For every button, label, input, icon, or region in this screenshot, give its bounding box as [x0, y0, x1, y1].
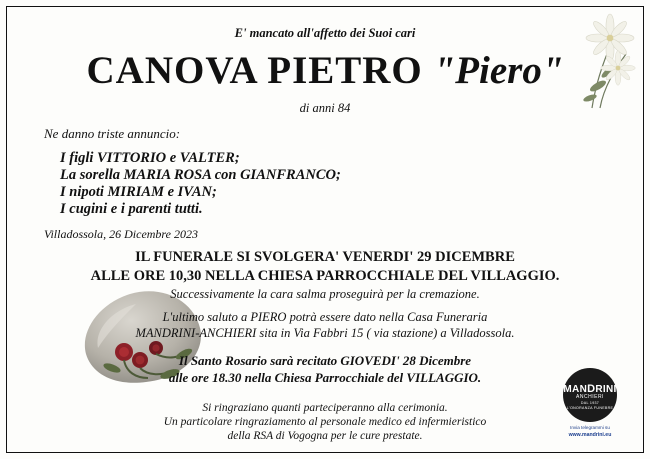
logo-brand-rest: RINI [595, 384, 617, 395]
deceased-name [0, 48, 650, 93]
logo-line-4: L'ONORANZA FUNEBRE [566, 406, 614, 410]
list-item: La sorella MARIA ROSA con GIANFRANCO; [60, 167, 341, 183]
logo-brand-main: MAN [563, 384, 588, 395]
thanks-line-2: Un particolare ringraziamento al personale medico ed infermieristico [163, 416, 487, 428]
website-link[interactable]: www.mandrini.eu [568, 431, 612, 438]
telegram-caption: Invia telegrammi su [570, 425, 610, 430]
cremation-note: Successivamente la cara salma proseguirà per la cremazione. [170, 287, 480, 301]
deceased-nickname: "Piero" [433, 49, 564, 92]
farewell-line-1: L'ultimo saluto a PIERO potrà essere dato nella Casa Funeraria [162, 310, 488, 324]
funeral-line-1: IL FUNERALE SI SVOLGERA' VENERDI' 29 DICEMBRE [135, 249, 515, 265]
logo-line-3: DAL 1937 [580, 401, 600, 405]
funeral-line-2: ALLE ORE 10,30 NELLA CHIESA PARROCCHIALE DEL VILLAGGIO. [90, 268, 560, 284]
logo-line-2: ANCHIERI [576, 394, 604, 400]
age-line: di anni 84 [299, 101, 351, 115]
funeral-details [0, 248, 650, 286]
list-item: I figli VITTORIO e VALTER; [60, 150, 240, 166]
list-item: I nipoti MIRIAM e IVAN; [60, 184, 217, 200]
farewell-details [0, 309, 650, 341]
funeral-home-logo [552, 368, 628, 444]
thanks-line-1: Si ringraziano quanti parteciperanno alla cerimonia. [202, 402, 448, 414]
logo-badge [563, 368, 617, 422]
logo-brand-accent: D [587, 383, 596, 395]
farewell-line-2: MANDRINI-ANCHIERI sita in Via Fabbri 15 ( via stazione) a Villadossola. [135, 326, 515, 340]
rosary-line-1: Il Santo Rosario sarà recitato GIOVEDI' 28 Dicembre [178, 353, 472, 368]
deceased-fullname: CANOVA PIETRO [86, 49, 423, 92]
announcement-line: Ne danno triste annuncio: [44, 126, 181, 141]
intro-line: E' mancato all'affetto dei Suoi cari [234, 26, 416, 40]
thanks-line-3: della RSA di Vogogna per le cure prestate. [227, 430, 423, 442]
list-item: I cugini e i parenti tutti. [60, 201, 203, 217]
rosary-line-2: alle ore 18.30 nella Chiesa Parrocchiale del VILLAGGIO. [168, 370, 482, 385]
logo-caption [552, 425, 628, 439]
place-and-date: Villadossola, 26 Dicembre 2023 [44, 227, 198, 241]
relatives-list [60, 150, 341, 218]
